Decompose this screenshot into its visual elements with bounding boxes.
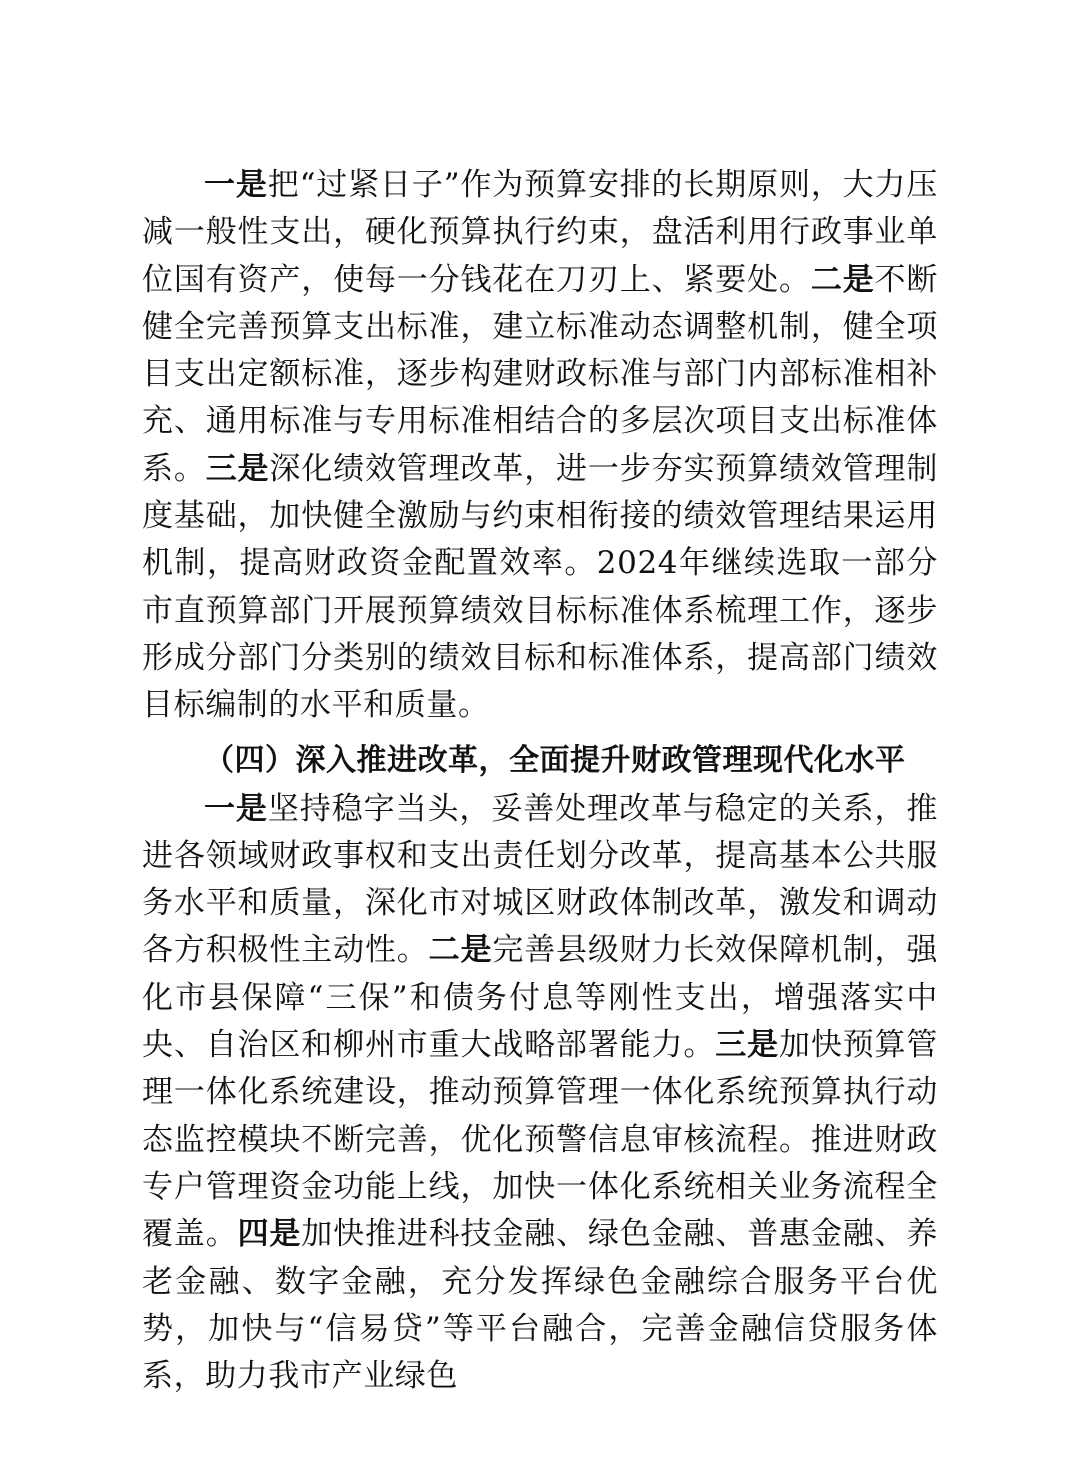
reform-text-4: 加快推进科技金融、绿色金融、普惠金融、养老金融、数字金融，充分发挥绿色金融综合服务平台优势，加快与“信易贷”等平台融合，完善金融信贷服务体系，助力我市产业绿色 <box>142 1216 939 1395</box>
reform-lead-4: 四是 <box>237 1216 302 1253</box>
reform-text-1: 坚持稳字当头，妥善处理改革与稳定的关系，推进各领域财政事权和支出责任划分改革，提高基本公共服务水平和质量，深化市对城区财政体制改革，激发和调动各方积极性主动性。 <box>142 790 938 969</box>
reform-text-2: 完善县级财力长效保障机制，强化市县保障“三保”和债务付息等刚性支出，增强落实中央、自治区和柳州市重大战略部署能力。 <box>142 932 938 1064</box>
paragraph-budget-management <box>142 162 938 730</box>
point-lead-3: 三是 <box>205 450 270 487</box>
point-text-2: 不断健全完善预算支出标准，建立标准动态调整机制，健全项目支出定额标准，逐步构建财政标准与部门内部标准相补充、通用标准与专用标准相结合的多层次项目支出标准体系。 <box>142 261 938 487</box>
point-lead-1: 一是 <box>204 167 268 203</box>
point-text-3: 深化绩效管理改革，进一步夯实预算绩效管理制度基础，加快健全激励与约束相衔接的绩效管理结果运用机制，提高财政资金配置效率。2024年继续选取一部分市直预算部门开展预算绩效目标标准体系梳理工作，逐步形成分部门分类别的绩效目标和标准体系，提高部门绩效目标编制的水平和质量。 <box>142 450 938 724</box>
section-heading-4: （四）深入推进改革，全面提升财政管理现代化水平 <box>204 742 906 778</box>
reform-lead-3: 三是 <box>715 1027 779 1064</box>
paragraph-reform <box>142 786 938 1401</box>
point-lead-2: 二是 <box>810 261 875 298</box>
reform-lead-2: 二是 <box>428 932 493 969</box>
point-text-1: 把“过紧日子”作为预算安排的长期原则，大力压减一般性支出，硬化预算执行约束，盘活利用行政事业单位国有资产，使每一分钱花在刀刃上、紧要处。 <box>142 167 938 298</box>
reform-text-3: 加快预算管理一体化系统建设，推动预算管理一体化系统预算执行动态监控模块不断完善，优化预警信息审核流程。推进财政专户管理资金功能上线，加快一体化系统相关业务流程全覆盖。 <box>142 1027 938 1253</box>
reform-lead-1: 一是 <box>204 790 268 827</box>
document-page <box>142 162 938 1400</box>
